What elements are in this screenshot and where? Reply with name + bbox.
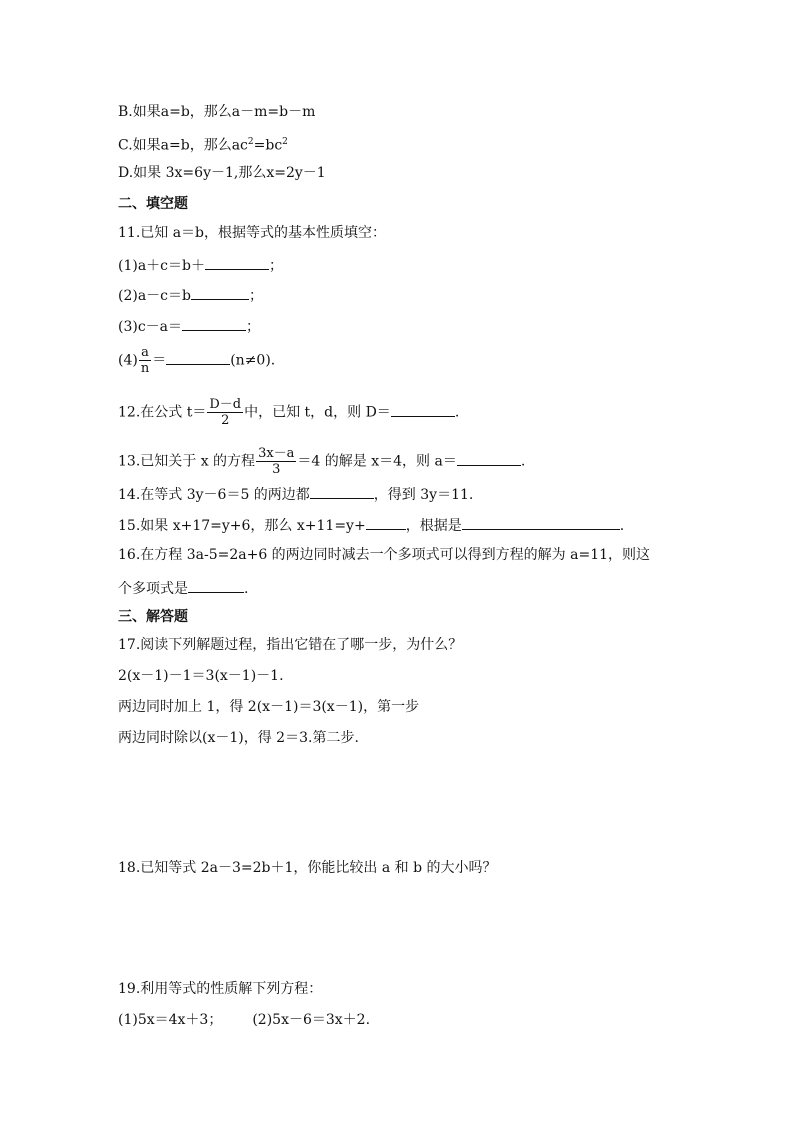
answer-blank[interactable] [166, 350, 230, 365]
q13 [118, 446, 525, 477]
q17-line2: 两边同时加上 1，得 2(x－1)＝3(x－1)，第一步 [118, 699, 420, 715]
q19-part2: (2)5x－6＝3x＋2. [252, 1012, 371, 1028]
option-b: B.如果a=b，那么a－m=b－m [118, 104, 316, 120]
q13-end: . [520, 453, 526, 470]
answer-blank[interactable] [182, 316, 246, 331]
option-c-mid: =bc [253, 137, 283, 154]
q17-stem: 17.阅读下列解题过程，指出它错在了哪一步，为什么？ [118, 637, 463, 653]
q14 [118, 484, 473, 504]
q11-part4 [118, 345, 275, 376]
fraction-denominator: 3 [272, 462, 281, 477]
q15-end: . [619, 518, 625, 534]
q12-end: . [454, 404, 460, 421]
q11-part2-text: (2)a－c＝b [118, 288, 191, 304]
q11-part2 [118, 285, 263, 305]
option-c-text: C.如果a=b，那么ac [118, 137, 248, 154]
q17-line3: 两边同时除以(x－1)，得 2＝3.第二步. [118, 730, 359, 746]
fraction-denominator: 2 [221, 413, 230, 428]
q13-text-2: ＝4 的解是 x＝4，则 a＝ [297, 453, 457, 470]
q11-part1-end: ； [268, 258, 283, 274]
q11-part3-end: ； [246, 319, 261, 335]
q16-line2 [118, 578, 248, 598]
q16-text: 个多项式是 [118, 581, 188, 597]
q19-stem: 19.利用等式的性质解下列方程： [118, 981, 323, 997]
fraction [256, 446, 296, 477]
q14-text-2: ，得到 3y＝11. [373, 487, 474, 503]
q19-parts [118, 1011, 370, 1029]
q11-part2-end: ； [248, 288, 263, 304]
q17-line1: 2(x－1)－1＝3(x－1)－1. [118, 668, 284, 684]
section-2-title: 二、填空题 [118, 196, 188, 212]
fraction [139, 345, 151, 376]
q11-part4-end: (n≠0). [230, 352, 276, 369]
fraction-numerator: 3x－a [258, 446, 295, 461]
equals-sign: ＝ [152, 352, 167, 369]
option-c [118, 133, 288, 155]
q15 [118, 515, 624, 535]
q14-text: 14.在等式 3y－6＝5 的两边都 [118, 487, 310, 503]
q12-text-2: 中，已知 t，d，则 D＝ [244, 404, 391, 421]
q11-part3-text: (3)c－a＝ [118, 319, 183, 335]
option-c-sup-1: 2 [247, 137, 254, 147]
q15-text-2: ，根据是 [405, 518, 462, 534]
fraction-numerator: D－d [209, 397, 242, 412]
answer-blank[interactable] [457, 451, 521, 466]
q11-part1 [118, 255, 283, 275]
q15-text: 15.如果 x+17=y+6，那么 x+11=y+ [118, 518, 366, 534]
q16-end: . [244, 581, 249, 597]
answer-blank[interactable] [366, 515, 406, 530]
q11-stem: 11.已知 a＝b，根据等式的基本性质填空： [118, 225, 387, 241]
q11-part4-text: (4) [118, 352, 138, 369]
q13-text: 13.已知关于 x 的方程 [118, 453, 256, 470]
q19-part1: (1)5x＝4x＋3； [118, 1012, 223, 1028]
q11-part1-text: (1)a＋c＝b＋ [118, 258, 205, 274]
option-c-sup-2: 2 [282, 137, 288, 147]
option-d: D.如果 3x=6y－1,那么x=2y－1 [118, 165, 326, 181]
q18-stem: 18.已知等式 2a－3=2b＋1，你能比较出 a 和 b 的大小吗？ [118, 860, 497, 876]
answer-blank[interactable] [462, 515, 620, 530]
q16-line1: 16.在方程 3a-5=2a+6 的两边同时减去一个多项式可以得到方程的解为 a=11，则这 [118, 547, 651, 563]
answer-blank[interactable] [191, 285, 249, 300]
section-3-title: 三、解答题 [118, 609, 188, 625]
fraction [207, 397, 243, 428]
q12-text: 12.在公式 t＝ [118, 404, 207, 421]
q11-part3 [118, 316, 260, 336]
fraction-denominator: n [140, 361, 150, 376]
answer-blank[interactable] [310, 484, 374, 499]
answer-blank[interactable] [391, 402, 455, 417]
fraction-numerator: a [141, 345, 149, 360]
q12 [118, 397, 459, 428]
answer-blank[interactable] [205, 255, 269, 270]
answer-blank[interactable] [188, 578, 244, 593]
